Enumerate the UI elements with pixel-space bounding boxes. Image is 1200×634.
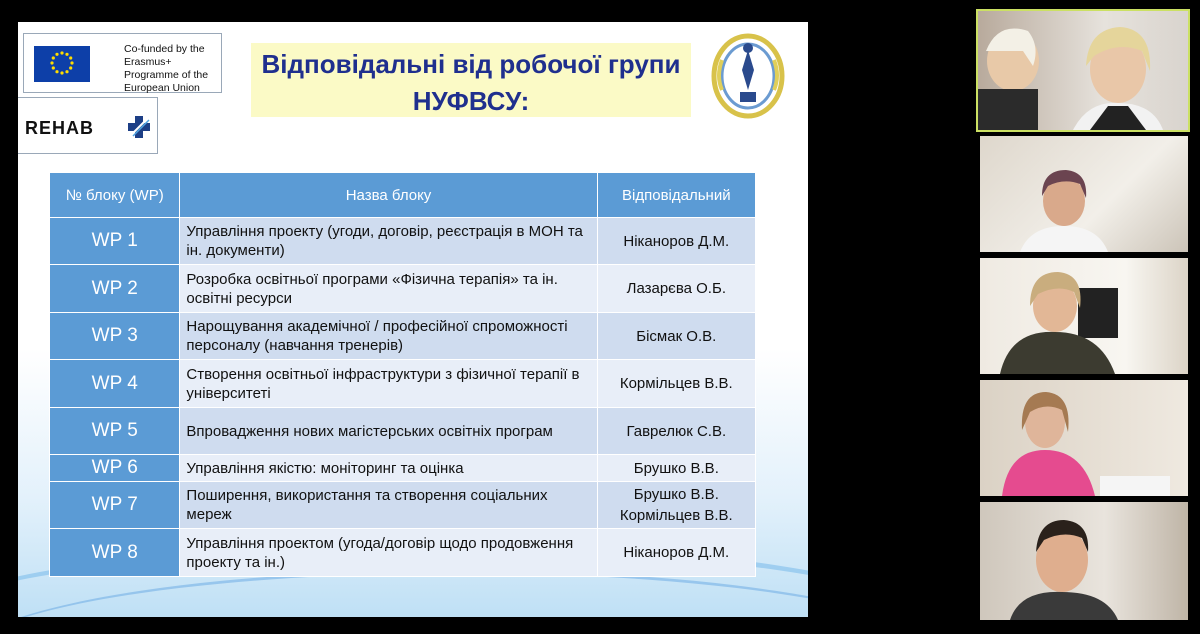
wp-responsible: Гаврелюк С.В.	[597, 408, 755, 455]
rehab-logo	[18, 97, 158, 154]
wp-table	[49, 172, 756, 577]
wp-id: WP 5	[50, 408, 180, 455]
wp-name: Нарощування академічної / професійної спроможності персоналу (навчання тренерів)	[180, 313, 597, 360]
university-emblem-icon	[708, 30, 788, 125]
wp-id: WP 8	[50, 529, 180, 577]
wp-name: Управління проекту (угоди, договір, реєстрація в МОН та ін. документи)	[180, 218, 597, 265]
slide-title-line-1: Відповідальні від робочої групи	[261, 49, 681, 79]
wp-responsible: Брушко В.В.	[597, 455, 755, 482]
wp-name: Управління якістю: моніторинг та оцінка	[180, 455, 597, 482]
wp-responsible: Бісмак О.В.	[597, 313, 755, 360]
participant-4-video-icon	[980, 380, 1188, 496]
wp-responsible: Ніканоров Д.М.	[597, 529, 755, 577]
table-row	[50, 529, 756, 577]
wp-responsible: Кормільцев В.В.	[597, 360, 755, 408]
eu-flag-icon	[34, 46, 90, 82]
header-wp-number: № блоку (WP)	[50, 173, 180, 218]
wp-id: WP 4	[50, 360, 180, 408]
wp-responsible: Ніканоров Д.М.	[597, 218, 755, 265]
table-row	[50, 408, 756, 455]
participant-video-tile[interactable]	[980, 258, 1188, 374]
erasmus-logo	[23, 33, 222, 93]
participant-video-tile[interactable]	[980, 502, 1188, 620]
header-responsible: Відповідальний	[597, 173, 755, 218]
table-row	[50, 360, 756, 408]
rehab-logo-text: REHAB	[25, 118, 95, 138]
wp-name: Управління проектом (угода/договір щодо продовження проекту та ін.)	[180, 529, 597, 577]
slide-title	[251, 43, 691, 117]
table-row	[50, 265, 756, 313]
wp-id: WP 7	[50, 482, 180, 529]
table-row	[50, 455, 756, 482]
table-header-row	[50, 173, 756, 218]
header-block-name: Назва блоку	[180, 173, 597, 218]
participant-video-tile[interactable]	[980, 380, 1188, 496]
wp-responsible: Лазарєва О.Б.	[597, 265, 755, 313]
table-row	[50, 482, 756, 529]
wp-name: Поширення, використання та створення соціальних мереж	[180, 482, 597, 529]
wp-name: Розробка освітньої програми «Фізична терапія» та ін. освітні ресурси	[180, 265, 597, 313]
wp-id: WP 2	[50, 265, 180, 313]
shared-slide	[18, 22, 808, 617]
eu-cofunded-text: Co-funded by the Erasmus+ Programme of the European Union	[124, 43, 209, 94]
wp-id: WP 3	[50, 313, 180, 360]
participant-2-video-icon	[980, 136, 1188, 252]
wp-responsible: Брушко В.В. Кормільцев В.В.	[597, 482, 755, 529]
wp-id: WP 1	[50, 218, 180, 265]
participant-5-video-icon	[980, 502, 1188, 620]
participant-3-video-icon	[980, 258, 1188, 374]
wp-name: Створення освітньої інфраструктури з фізичної терапії в університеті	[180, 360, 597, 408]
participant-video-tile[interactable]	[980, 136, 1188, 252]
slide-title-line-2: НУФВСУ:	[412, 86, 530, 116]
wp-name: Впровадження нових магістерських освітніх програм	[180, 408, 597, 455]
participant-video-tile-active-speaker[interactable]	[978, 11, 1188, 130]
participant-1-video-icon	[978, 11, 1188, 130]
wp-id: WP 6	[50, 455, 180, 482]
table-row	[50, 218, 756, 265]
rehab-cross-icon	[127, 116, 151, 143]
table-row	[50, 313, 756, 360]
